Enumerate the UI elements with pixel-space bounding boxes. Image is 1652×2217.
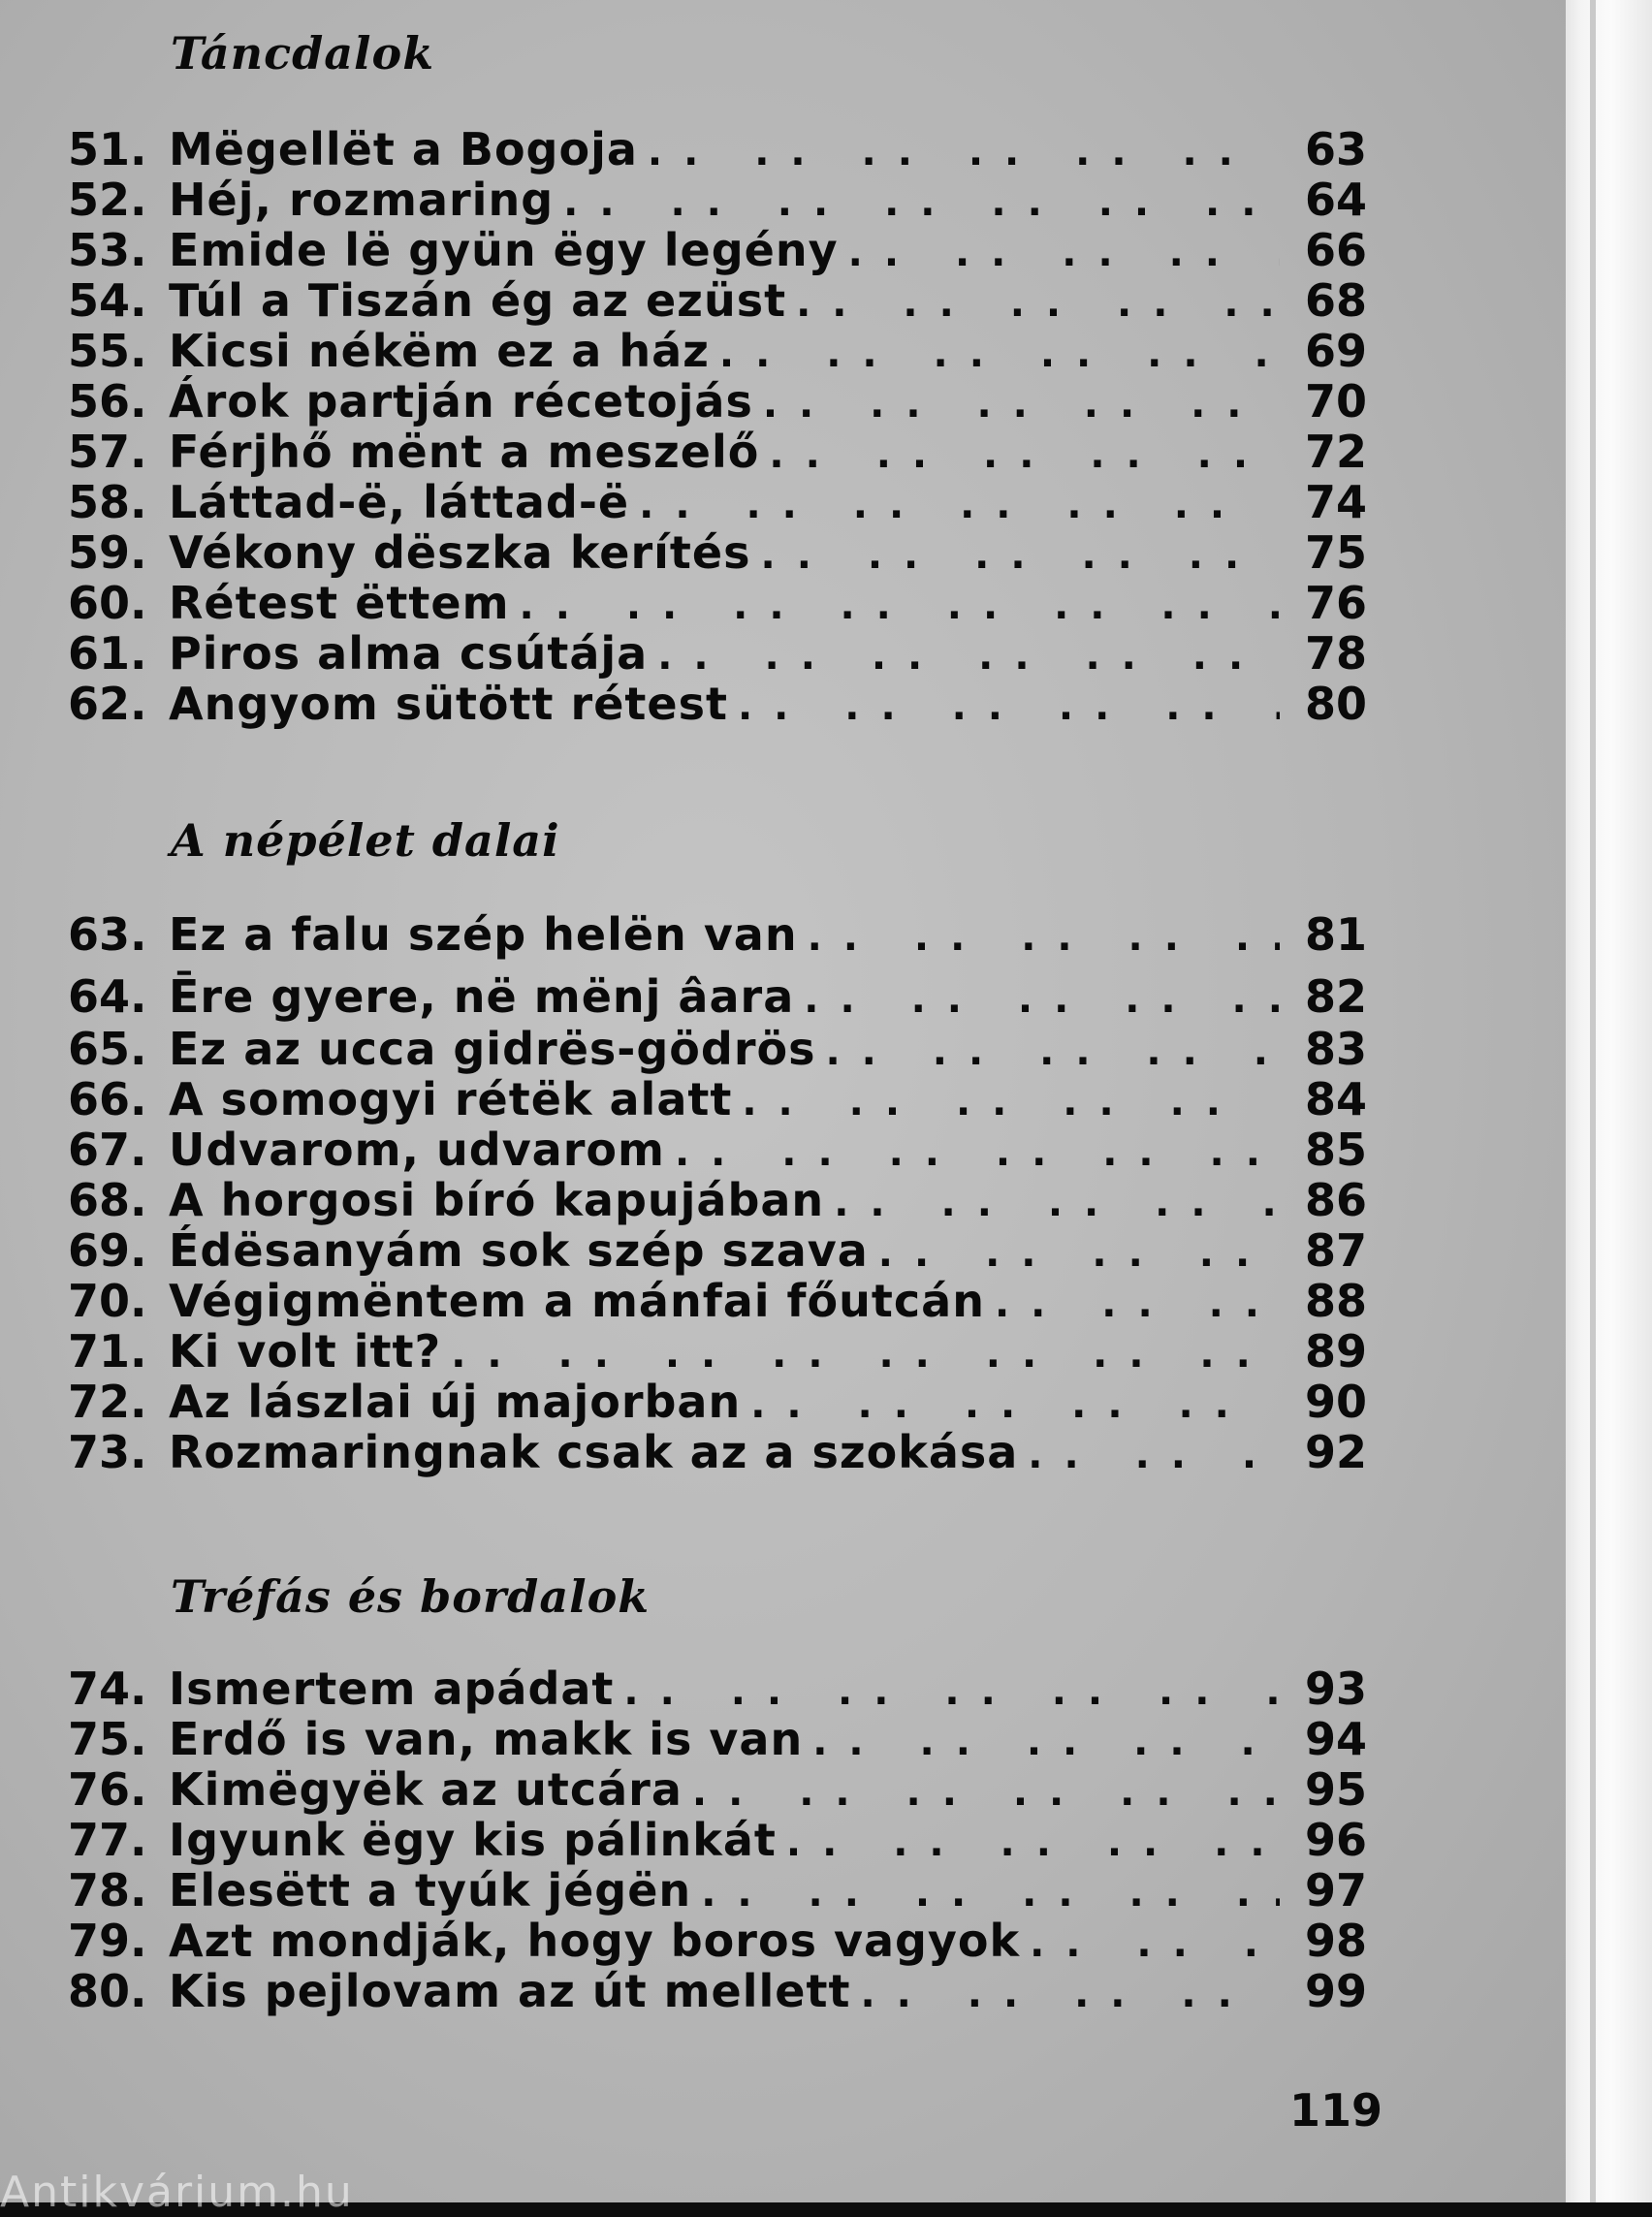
toc-entry: 55. Kicsi nékëm ez a ház .. .. 69 bbox=[68, 326, 1367, 376]
dot-leader bbox=[639, 480, 1280, 530]
dot-leader bbox=[623, 1666, 1280, 1717]
toc-entry: 72. Az lászlai új majorban .. .. 90 bbox=[68, 1377, 1367, 1427]
section-title-nepelet-dalai: A népélet dalai bbox=[171, 814, 560, 867]
toc-entry: 69. Édësanyám sok szép szava .. .. 87 bbox=[68, 1225, 1367, 1276]
dot-leader bbox=[860, 1969, 1280, 2019]
toc-entry: 64. Ēre gyere, në mënj âara .. .. 82 bbox=[68, 971, 1367, 1022]
toc-entry: 66. A somogyi rétëk alatt .. .. 84 bbox=[68, 1074, 1367, 1124]
toc-entry: 51. Mëgellët a Bogoja .. .. 63 bbox=[68, 124, 1367, 174]
toc-entry: 73. Rozmaringnak csak az a szokása .. .. 92 bbox=[68, 1427, 1367, 1477]
toc-entry: 65. Ez az ucca gidrës-gödrös .. .. 83 bbox=[68, 1024, 1367, 1074]
watermark: Antikvárium.hu bbox=[0, 2168, 354, 2217]
dot-leader bbox=[719, 329, 1280, 379]
dot-leader bbox=[675, 1127, 1280, 1178]
page-number: 119 bbox=[1289, 2084, 1383, 2137]
dot-leader bbox=[804, 974, 1280, 1025]
toc-entry: 80. Kis pejlovam az út mellett .. .. 99 bbox=[68, 1966, 1367, 2016]
toc-entry: 53. Emide lë gyün ëgy legény .. .. 66 bbox=[68, 225, 1367, 275]
dot-leader bbox=[995, 1279, 1280, 1329]
toc-entry: 56. Árok partján récetojás .. .. 70 bbox=[68, 376, 1367, 427]
toc-entry: 70. Végigmëntem a mánfai főutcán .. .. 88 bbox=[68, 1276, 1367, 1326]
dot-leader bbox=[763, 379, 1280, 429]
dot-leader bbox=[742, 1077, 1280, 1127]
dot-leader bbox=[1028, 1430, 1280, 1480]
dot-leader bbox=[738, 681, 1280, 732]
dot-leader bbox=[848, 228, 1280, 278]
dot-leader bbox=[878, 1228, 1280, 1279]
toc-entry: 67. Udvarom, udvarom .. .. 85 bbox=[68, 1124, 1367, 1175]
dot-leader bbox=[451, 1329, 1280, 1379]
toc-entry: 76. Kimëgyëk az utcára .. .. 95 bbox=[68, 1764, 1367, 1815]
dot-leader bbox=[834, 1178, 1280, 1228]
toc-entry: 78. Elesëtt a tyúk jégën .. .. 97 bbox=[68, 1865, 1367, 1916]
dot-leader bbox=[825, 1027, 1280, 1077]
dot-leader bbox=[808, 912, 1280, 963]
toc-entry: 68. A horgosi bíró kapujában .. .. 86 bbox=[68, 1175, 1367, 1225]
toc-entry: 60. Rétest ëttem .. .. 76 bbox=[68, 578, 1367, 628]
section-title-tancdalok: Táncdalok bbox=[171, 27, 435, 79]
dot-leader bbox=[761, 530, 1281, 581]
toc-entry: 57. Férjhő mënt a meszelő .. .. 72 bbox=[68, 427, 1367, 477]
toc-entry: 62. Angyom sütött rétest .. .. 80 bbox=[68, 679, 1367, 729]
dot-leader bbox=[769, 429, 1280, 480]
dot-leader bbox=[657, 631, 1280, 681]
toc-entry: 59. Vékony dëszka kerítés .. .. 75 bbox=[68, 527, 1367, 578]
dot-leader bbox=[750, 1379, 1280, 1430]
toc-entry: 61. Piros alma csútája .. .. 78 bbox=[68, 628, 1367, 679]
toc-entry: 79. Azt mondják, hogy boros vagyok .. .. 98 bbox=[68, 1916, 1367, 1966]
page-edge bbox=[1551, 0, 1652, 2202]
dot-leader bbox=[812, 1717, 1280, 1767]
toc-entry: 54. Túl a Tiszán ég az ezüst .. .. 68 bbox=[68, 275, 1367, 326]
dot-leader bbox=[786, 1818, 1280, 1868]
toc-entry: 63. Ez a falu szép helën van .. .. 81 bbox=[68, 909, 1367, 960]
toc-entry: 52. Héj, rozmaring .. .. 64 bbox=[68, 174, 1367, 225]
toc-entry: 58. Láttad-ë, láttad-ë .. .. 74 bbox=[68, 477, 1367, 527]
toc-entry: 71. Ki volt itt? .. .. 89 bbox=[68, 1326, 1367, 1377]
dot-leader bbox=[1030, 1918, 1280, 1969]
section-title-trefas-es-bordalok: Tréfás és bordalok bbox=[171, 1570, 651, 1623]
toc-entry: 74. Ismertem apádat .. .. 93 bbox=[68, 1663, 1367, 1714]
dot-leader bbox=[563, 177, 1280, 228]
toc-entry: 75. Erdő is van, makk is van .. .. 94 bbox=[68, 1714, 1367, 1764]
dot-leader bbox=[648, 127, 1280, 177]
dot-leader bbox=[520, 581, 1281, 631]
dot-leader bbox=[701, 1868, 1280, 1918]
toc-entry: 77. Igyunk ëgy kis pálinkát .. .. 96 bbox=[68, 1815, 1367, 1865]
dot-leader bbox=[692, 1767, 1280, 1818]
dot-leader bbox=[796, 278, 1280, 329]
